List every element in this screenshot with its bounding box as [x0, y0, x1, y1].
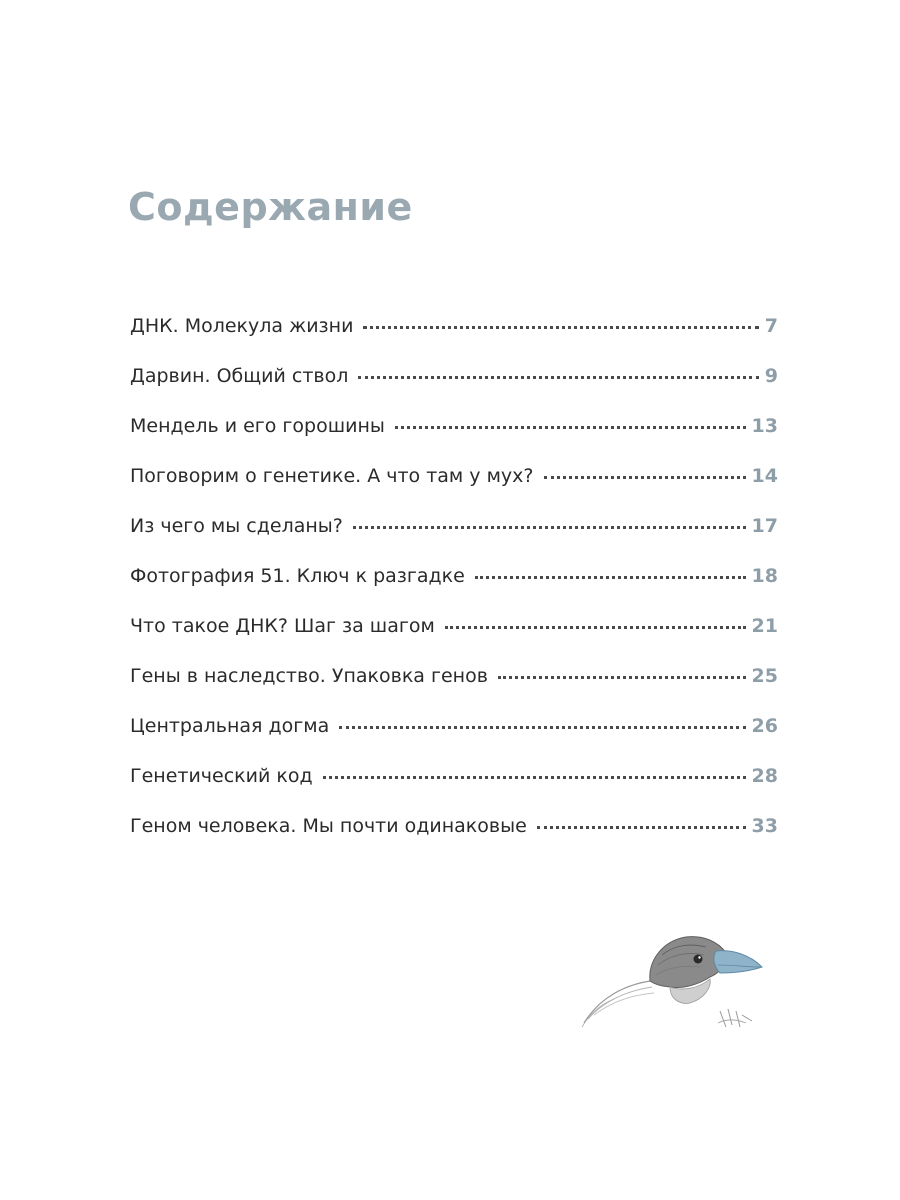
dot-leader [537, 824, 746, 829]
toc-entry[interactable] [130, 665, 778, 715]
toc-entry[interactable] [130, 815, 778, 865]
toc-entry-label: Гены в наследство. Упаковка генов [130, 665, 488, 687]
toc-entry-page: 26 [751, 715, 778, 737]
toc-entry-label: Поговорим о генетике. А что там у мух? [130, 465, 534, 487]
dot-leader [475, 574, 746, 579]
dot-leader [323, 774, 746, 779]
dot-leader [353, 524, 746, 529]
toc-entry-page: 18 [751, 565, 778, 587]
toc-entry-label: Дарвин. Общий ствол [130, 365, 349, 387]
toc-entry-page: 28 [751, 765, 778, 787]
toc-entry[interactable] [130, 565, 778, 615]
dot-leader [395, 424, 746, 429]
toc-entry-label: Из чего мы сделаны? [130, 515, 343, 537]
toc-entry-page: 21 [751, 615, 778, 637]
toc-entry-page: 13 [751, 415, 778, 437]
toc-entry[interactable] [130, 765, 778, 815]
toc-entry-label: ДНК. Молекула жизни [130, 315, 354, 337]
dot-leader [358, 374, 758, 379]
toc-entry-label: Фотография 51. Ключ к разгадке [130, 565, 465, 587]
toc-entry-label: Мендель и его горошины [130, 415, 385, 437]
toc-entry-label: Генетический код [130, 765, 313, 787]
dot-leader [363, 324, 758, 329]
page-title: Содержание [128, 185, 413, 229]
toc-entry-label: Центральная догма [130, 715, 330, 737]
toc-entry[interactable] [130, 365, 778, 415]
toc-entry-page: 7 [764, 315, 778, 337]
toc-entry-label: Что такое ДНК? Шаг за шагом [130, 615, 435, 637]
toc-entry-page: 14 [751, 465, 778, 487]
toc-entry-page: 33 [751, 815, 778, 837]
dot-leader [544, 474, 746, 479]
dot-leader [445, 624, 746, 629]
toc-entry[interactable] [130, 465, 778, 515]
toc-entry[interactable] [130, 415, 778, 465]
dot-leader [498, 674, 746, 679]
toc-entry-page: 17 [751, 515, 778, 537]
table-of-contents [130, 315, 778, 865]
toc-entry[interactable] [130, 515, 778, 565]
toc-entry-label: Геном человека. Мы почти одинаковые [130, 815, 527, 837]
toc-entry[interactable] [130, 615, 778, 665]
finch-bird-icon [570, 915, 780, 1040]
toc-entry[interactable] [130, 715, 778, 765]
toc-entry-page: 25 [751, 665, 778, 687]
toc-entry[interactable] [130, 315, 778, 365]
dot-leader [339, 724, 745, 729]
toc-entry-page: 9 [764, 365, 778, 387]
